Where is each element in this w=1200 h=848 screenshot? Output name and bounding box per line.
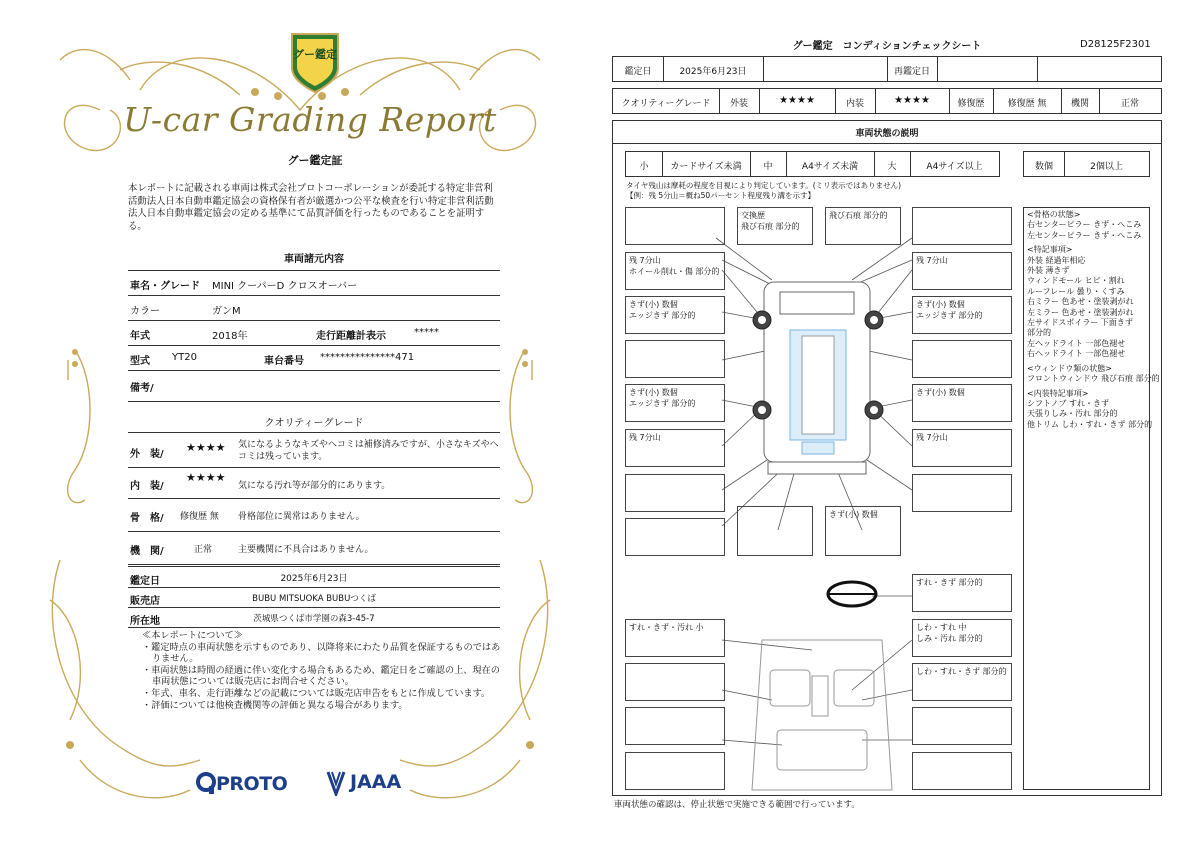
engine-label: 機 関/ <box>130 546 164 557</box>
condition-heading: 車両状態の説明 <box>855 129 919 139</box>
exterior-row <box>128 433 500 468</box>
finding-item: 左ヘッドライト 一部色褪せ <box>1027 338 1126 348</box>
note-item: ・鑑定時点の車両状態を示すものであり、以降将来にわたり品質を保証するものではありません。 <box>142 641 501 665</box>
finding-item: <骨格の状態> <box>1027 210 1081 219</box>
shield-badge-icon <box>288 30 342 94</box>
panel-box-interior-rear: しわ・すれ・きず 部分的 <box>912 663 1012 701</box>
note-item: ・車両状態は時間の経過に伴い変化する場合もあるため、鑑定日をご確認の上、現在の車両状態については販売店にお問合せください。 <box>142 664 500 688</box>
model-value: YT20 <box>172 352 197 363</box>
color-value: ガンM <box>212 306 241 317</box>
tire-note: タイヤ残山は摩耗の程度を目視により判定しています。(ミリ表示ではありません) <box>626 181 902 190</box>
proto-logo: PROTO <box>216 773 288 795</box>
interior-label: 内 装/ <box>130 481 164 492</box>
engine-row <box>128 532 500 565</box>
remarks-label: 備考/ <box>130 383 154 394</box>
notes-heading: ≪本レポートについて≫ <box>142 630 243 641</box>
panel-box-interior-front: すれ・きず・汚れ 小 <box>625 619 725 657</box>
repair-value: 修復歴 無 <box>1007 99 1047 109</box>
finding-item: フロントウィンドウ 飛び石痕 部分的 <box>1027 374 1160 384</box>
condition-header <box>612 120 1162 144</box>
tire-example: 【例：残 5分山＝概ね50パーセント程度残り溝を示す】 <box>626 191 816 200</box>
panel-box <box>912 340 1012 378</box>
car-name-label: 車名・グレード <box>130 281 200 292</box>
car-name-value: MINI クーパーD クロスオーバー <box>212 281 358 292</box>
frame-label: 骨 格/ <box>130 513 164 524</box>
panel-box-interior-seat: しわ・すれ 中 しみ・汚れ 部分的 <box>912 619 1012 657</box>
date-row <box>128 567 500 588</box>
report-title: U-car Grading Report <box>123 100 497 139</box>
panel-box-left-rear-tire: 残 7分山 <box>625 429 725 467</box>
panel-box <box>912 707 1012 745</box>
document-id: D28125F2301 <box>1080 39 1151 50</box>
finding-item: 部分的 <box>1027 328 1051 338</box>
size-mid: 中 <box>763 162 773 172</box>
panel-box-right-rear-tire: 残 7分山 <box>912 429 1012 467</box>
exterior-comment: 気になるようなキズやヘコミは補修済みですが、小さなキズやヘコミは残っています。 <box>238 440 499 462</box>
panel-box <box>625 474 725 512</box>
panel-box <box>625 340 725 378</box>
note-item: ・評価については他検査機関等の評価と異なる場合があります。 <box>142 699 408 711</box>
panel-box <box>912 752 1012 790</box>
panel-box-front-left: 交換歴 飛び石痕 部分的 <box>737 207 813 245</box>
year-value: 2018年 <box>212 331 248 342</box>
panel-box <box>625 518 725 556</box>
finding-item: 外装 薄きず <box>1027 266 1070 276</box>
footer-note: 車両状態の確認は、停止状態で実施できる範囲で行っています。 <box>614 800 860 810</box>
specs-heading: 車両諸元内容 <box>284 254 344 265</box>
car-name-row <box>128 271 500 296</box>
exterior-stars: ★★★★ <box>186 441 226 454</box>
interior-stars: ★★★★ <box>186 471 226 484</box>
interior-row <box>128 468 500 499</box>
color-label: カラー <box>130 306 160 317</box>
count-desc: 2個以上 <box>1090 162 1123 172</box>
size-large: 大 <box>887 162 897 172</box>
finding-item: 左ミラー 色あせ・塗装剥がれ <box>1027 307 1134 317</box>
findings-list <box>1027 210 1160 430</box>
panel-box-left-front: きず(小) 数個 エッジきず 部分的 <box>625 296 725 334</box>
chassis-label: 車台番号 <box>264 356 304 367</box>
panel-box <box>625 707 725 745</box>
size-large-desc: A4サイズ以上 <box>926 162 983 172</box>
panel-box-right-front: きず(小) 数個 エッジきず 部分的 <box>912 296 1012 334</box>
finding-item: 左サイドスポイラー 下面きず <box>1027 318 1133 328</box>
address-value: 茨城県つくば市学園の森3-45-7 <box>253 614 375 624</box>
engine-value: 正常 <box>1120 99 1139 109</box>
panel-box-left-rear: きず(小) 数個 エッジきず 部分的 <box>625 384 725 422</box>
count-label: 数個 <box>1034 162 1053 172</box>
count-legend <box>1023 151 1150 177</box>
frame-value: 修復歴 無 <box>180 512 219 522</box>
finding-item: <特記事項> <box>1027 245 1073 255</box>
year-row <box>128 321 500 346</box>
date-label: 鑑定日 <box>130 576 160 587</box>
mileage-value: ***** <box>414 327 439 338</box>
panel-box-rear-right: きず(小) 数個 <box>825 506 901 556</box>
size-legend <box>625 151 1000 177</box>
engine-label: 機関 <box>1070 99 1089 109</box>
sheet-title: グー鑑定 コンディションチェックシート <box>792 41 982 52</box>
proto-logo-icon <box>196 772 216 798</box>
finding-item: 左センターピラー きず・へこみ <box>1027 230 1142 240</box>
remarks-row <box>128 371 500 402</box>
panel-box-right-rear: きず(小) 数個 <box>912 384 1012 422</box>
panel-box-left-front-tire: 残 7分山 ホイール削れ・傷 部分的 <box>625 252 725 290</box>
ext-label: 外装 <box>729 99 748 109</box>
engine-comment: 主要機関に不具合はありません。 <box>238 545 374 555</box>
finding-item: 右ミラー 色あせ・塗装剥がれ <box>1027 297 1134 307</box>
goo-appraisal-badge <box>288 30 342 94</box>
panel-box <box>912 207 1012 245</box>
report-notes <box>142 630 502 711</box>
int-label: 内装 <box>845 99 864 109</box>
panel-box-steering: すれ・きず 部分的 <box>912 574 1012 612</box>
date-label: 鑑定日 <box>624 67 652 77</box>
mileage-label: 走行距離計表示 <box>316 331 386 342</box>
ext-stars: ★★★★ <box>779 95 815 106</box>
certificate-heading: グー鑑定証 <box>287 154 343 167</box>
jaaa-logo: JAAA <box>350 771 402 793</box>
exterior-label: 外 装/ <box>130 449 164 460</box>
interior-comment: 気になる汚れ等が部分的にあります。 <box>238 481 391 491</box>
grade-heading: クオリティーグレード <box>264 418 364 429</box>
panel-box <box>625 752 725 790</box>
panel-box-front-right: 飛び石痕 部分的 <box>825 207 901 245</box>
frame-comment: 骨格部位に異常はありません。 <box>238 512 365 522</box>
model-label: 型式 <box>130 356 150 367</box>
color-row <box>128 296 500 321</box>
badge-text: グー鑑定 <box>293 48 337 61</box>
dealer-value: BUBU MITSUOKA BUBUつくば <box>252 594 376 604</box>
finding-item: 右ヘッドライト 一部色褪せ <box>1027 349 1126 359</box>
date-value: 2025年6月23日 <box>679 67 747 77</box>
note-item: ・年式、車名、走行距離などの記載については販売店申告をもとに作成しています。 <box>142 687 491 699</box>
panel-box <box>625 207 725 245</box>
finding-item: 外装 経過年相応 <box>1027 255 1086 265</box>
address-row <box>128 608 500 628</box>
dealer-label: 販売店 <box>130 596 160 607</box>
finding-item: 他トリム しわ・すれ・きず 部分的 <box>1027 419 1153 429</box>
size-small-desc: カードサイズ未満 <box>670 162 742 172</box>
address-label: 所在地 <box>130 616 160 627</box>
finding-item: ウィンドモール ヒビ・割れ <box>1027 276 1125 286</box>
year-label: 年式 <box>130 331 150 342</box>
panel-box-right-front-tire: 残 7分山 <box>912 252 1012 290</box>
finding-item: 右センターピラー きず・へこみ <box>1027 220 1142 230</box>
frame-row <box>128 499 500 532</box>
finding-item: <ウィンドウ類の状態> <box>1027 363 1112 373</box>
certificate-statement: 本レポートに記載される車両は株式会社プロトコーポレーションが委託する特定非営利活動法人日本自動車鑑定協会の資格保有者が厳選かつ公平な検査を行い特定非営利活動法人日本自動車鑑定協会の定める基準にて品質評価を行ったものであることを証明する。 <box>128 183 494 232</box>
grade-label: クオリティーグレード <box>621 99 711 109</box>
finding-item: <内装特記事項> <box>1027 388 1089 398</box>
size-small: 小 <box>639 162 649 172</box>
size-mid-desc: A4サイズ未満 <box>801 162 859 172</box>
date-table <box>612 56 1162 82</box>
model-row <box>128 346 500 371</box>
panel-box <box>625 663 725 701</box>
finding-item: 天張りしみ・汚れ 部分的 <box>1027 409 1118 419</box>
chassis-value: ***************471 <box>320 352 415 363</box>
date-value: 2025年6月23日 <box>280 574 348 584</box>
engine-value: 正常 <box>194 545 213 555</box>
repair-label: 修復歴 <box>957 99 985 109</box>
dealer-row <box>128 588 500 608</box>
int-stars: ★★★★ <box>894 95 930 106</box>
finding-item: シフトノブ すれ・きず <box>1027 398 1110 408</box>
jaaa-logo-icon <box>326 770 346 800</box>
redate-label: 再鑑定日 <box>893 67 930 77</box>
grade-table <box>612 88 1162 114</box>
panel-box <box>912 474 1012 512</box>
panel-box-rear-left <box>737 506 813 556</box>
finding-item: ルーフレール 曇り・くすみ <box>1027 286 1125 296</box>
